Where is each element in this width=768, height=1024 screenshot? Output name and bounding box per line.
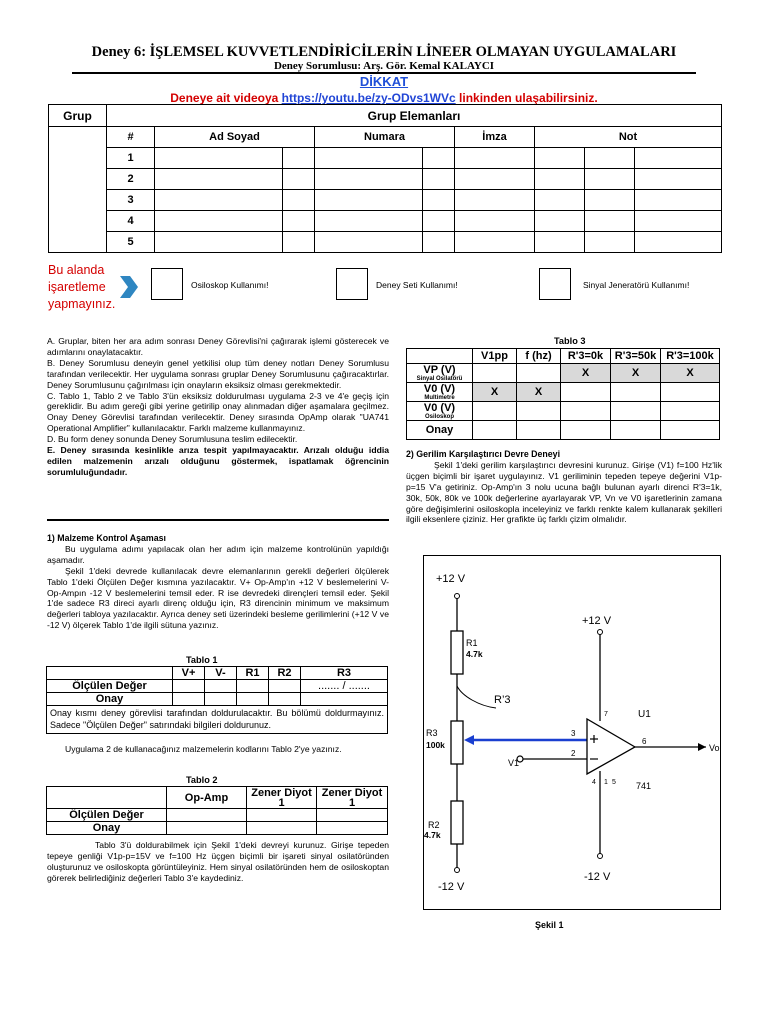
row-olculen: Ölçülen Değer: [47, 680, 173, 693]
members-header: Grup Elemanları: [107, 105, 722, 127]
cell[interactable]: [315, 232, 423, 253]
deney-seti-checkbox[interactable]: [336, 268, 368, 300]
cell[interactable]: [315, 211, 423, 232]
header-opamp: Op-Amp: [167, 787, 247, 809]
pin-label: 1: [604, 779, 608, 786]
cell[interactable]: [155, 190, 283, 211]
pin-label: 6: [642, 737, 647, 746]
no-mark-note: [48, 262, 115, 313]
section-1: [47, 533, 389, 631]
vee-terminal: [455, 868, 460, 873]
vo-label: Vo: [709, 743, 720, 753]
cell[interactable]: [661, 383, 720, 402]
col-no: #: [107, 127, 155, 148]
cell[interactable]: [205, 680, 237, 693]
u1-label: U1: [638, 709, 651, 720]
r3-prime-label: R’3: [494, 694, 511, 706]
cell[interactable]: [301, 693, 388, 706]
instruction-c: C. Tablo 1, Tablo 2 ve Tablo 3'ün eksiksiz doldurulması uygulama 2-3 ve 4'e geçiş için gereklidir. Bu adım gereği gibi yerine getirilip onay alınmadan diğer aşamalara geçilmez. Onay Deney Görevlisi tarafından verilecektir. Deney sırasında OpAmp olarak "UA741 Operational Amplifier" kullanılacaktır. Farklı malzeme kullanmayınız.: [47, 390, 389, 434]
r2-resistor: [451, 801, 463, 844]
r3-value[interactable]: ....... / .......: [301, 680, 388, 693]
ic-label: 741: [636, 781, 652, 791]
col-numara: Numara: [315, 127, 455, 148]
row-number: 1: [107, 148, 155, 169]
cell[interactable]: [535, 232, 585, 253]
note-line: yapmayınız.: [48, 297, 116, 311]
header-r2: R2: [269, 667, 301, 680]
vee-terminal: [598, 854, 603, 859]
osiloskop-label: Osiloskop Kullanımı!: [191, 280, 269, 290]
r1-resistor: [451, 631, 463, 674]
tablo2-caption: Tablo 2: [186, 775, 218, 785]
cell: [47, 787, 167, 809]
tablo2-intro: Uygulama 2 de kullanacağınız malzemelerin kodlarını Tablo 2'ye yazınız.: [65, 744, 342, 754]
table-row: [49, 190, 722, 211]
row-olculen: Ölçülen Değer: [47, 809, 167, 822]
cell[interactable]: [585, 169, 635, 190]
cell[interactable]: [661, 421, 720, 440]
pin-label: 2: [571, 749, 576, 758]
x-mark: X: [661, 364, 720, 383]
x-mark: X: [517, 383, 561, 402]
cell[interactable]: [173, 693, 205, 706]
row-onay: Onay: [47, 693, 173, 706]
cell[interactable]: [517, 402, 561, 421]
row-number: 5: [107, 232, 155, 253]
cell[interactable]: [315, 190, 423, 211]
grup-cell[interactable]: [49, 127, 107, 253]
cell[interactable]: [455, 232, 535, 253]
section-2-heading: 2) Gerilim Karşılaştırıcı Devre Deneyi: [406, 449, 561, 459]
vcc-label: +12 V: [436, 573, 466, 585]
tablo-3: [406, 348, 720, 440]
cell[interactable]: [535, 190, 585, 211]
cell[interactable]: [283, 190, 315, 211]
x-mark: X: [561, 364, 611, 383]
cell[interactable]: [611, 383, 661, 402]
cell[interactable]: [561, 402, 611, 421]
sinyal-jeneratoru-checkbox[interactable]: [539, 268, 571, 300]
instruction-b: B. Deney Sorumlusu deneyin genel yetkilisi olup tüm deney notları Deney Sorumlusu tarafından verilecektir. Her uygulama sonrası gruplar Deney Sorumlusunu çağıracaktırlar. Deney Sorumlusunu çağırılması için onayların eksiksiz olması gerekmektedir.: [47, 357, 389, 390]
header-r3-100k: R'3=100k: [661, 349, 720, 364]
cell[interactable]: [473, 402, 517, 421]
row-sub: Multimetre: [424, 395, 455, 401]
section-2-text: Şekil 1'deki gerilim karşılaştırıcı devresini kurunuz. Girişe (V1) f=100 Hz'lik üçgen biçimli bir işaret uygulayınız. V1 geriliminin tepeden tepeye değerini V1p-p=15 V'a getiriniz. Op-Amp'ın 3 nolu ucuna bağlı bulunan ayarlı direnci R'3=1k, 30k, 50k, 80k ve 100k değerlerine ayarlayarak VP, Vn ve V0 işaretlerinin zamana göre değişimlerini osiloskopla inceleyiniz ve farklı renkte kalem kullanarak şekilleri ilgili eksenlere çiziniz. Her grafikte üç farklı çizim olmalıdır.: [406, 459, 722, 525]
cell[interactable]: [423, 148, 455, 169]
header-r3-50k: R'3=50k: [611, 349, 661, 364]
header-vminus: V-: [205, 667, 237, 680]
circuit-diagram: [424, 556, 720, 909]
cell[interactable]: [423, 190, 455, 211]
note-line: işaretleme: [48, 280, 106, 294]
cell[interactable]: [635, 169, 722, 190]
divider: [47, 519, 389, 521]
vee-label: -12 V: [438, 881, 465, 893]
cell[interactable]: [455, 169, 535, 190]
pin-label: 4: [592, 779, 596, 786]
section-1-heading: 1) Malzeme Kontrol Aşaması: [47, 533, 166, 543]
opamp-symbol: [587, 719, 635, 774]
r2-label: R2: [428, 820, 440, 830]
cell[interactable]: [173, 680, 205, 693]
cell[interactable]: [167, 822, 247, 835]
r3-label: R3: [426, 728, 438, 738]
section-1-p2: Şekil 1'deki devrede kullanılacak devre elemanlarının gerekli değerleri ölçülerek Tablo 1'deki Ölçülen Değer kısmına yazılacaktır. V+ Op-Amp'ın +12 V beslemelerini V- Op-Ampın -12 V beslemelerini temsil eder. R ise devredeki dirençleri temsil eder. Şekil 1'de sadece R3 direci ayarlı direnç olduğu için, R3 direncinin minimum ve maksimum değerleri tabloya yazılacaktır. Ayrıca deney seti üzerindeki besleme gerilimlerini (+12 V ve -12 V) ölçerek Tablo 1'de ilgili sütuna yazınız.: [47, 565, 389, 631]
cell[interactable]: [283, 169, 315, 190]
cell: [407, 349, 473, 364]
cell[interactable]: [155, 169, 283, 190]
r1-label: R1: [466, 638, 478, 648]
vee-label: -12 V: [584, 871, 611, 883]
header-vplus: V+: [173, 667, 205, 680]
r3-value: 100k: [426, 740, 445, 750]
header-r1: R1: [237, 667, 269, 680]
grup-header: Grup: [49, 105, 107, 127]
row-v0-osiloskop: [407, 402, 473, 421]
table-row: [49, 211, 722, 232]
vcc-label: +12 V: [582, 615, 612, 627]
table-row: [49, 232, 722, 253]
vcc-terminal: [598, 630, 603, 635]
cell[interactable]: [585, 148, 635, 169]
vcc-terminal: [455, 594, 460, 599]
cell[interactable]: [247, 809, 317, 822]
page-title: Deney 6: İŞLEMSEL KUVVETLENDİRİCİLERİN LİNEER OLMAYAN UYGULAMALARI: [91, 44, 677, 60]
table-row: [49, 148, 722, 169]
row-v0-multimetre: [407, 383, 473, 402]
instruction-a: A. Gruplar, biten her ara adım sonrası Deney Görevlisi'ni çağırarak işlemi gösterecek ve adımlarını onaylatacaktır.: [47, 336, 389, 357]
note-line: Bu alanda: [48, 263, 105, 277]
video-prefix: Deneye ait videoya: [170, 91, 282, 105]
video-suffix: linkinden ulaşabilirsiniz.: [455, 91, 598, 105]
figure-caption: Şekil 1: [535, 920, 564, 930]
cell[interactable]: [455, 211, 535, 232]
tablo1-caption: Tablo 1: [186, 655, 218, 665]
page-subtitle: Deney Sorumlusu: Arş. Gör. Kemal KALAYCI: [273, 60, 495, 72]
pin-label: 3: [571, 729, 576, 738]
instruction-e: E. Deney sırasında kesinlikle arıza tespit yapılmayacaktır. Arızalı olduğu iddia edilen malzemenin arızalı olduğunu göstermek, ispatlamak öğrencinin sorumluluğundadır.: [47, 445, 389, 477]
cell[interactable]: [269, 693, 301, 706]
sinyal-jeneratoru-label: Sinyal Jeneratörü Kullanımı!: [583, 280, 690, 290]
col-imza: İmza: [455, 127, 535, 148]
header-zener2: Zener Diyot 1: [317, 787, 388, 809]
cell[interactable]: [283, 148, 315, 169]
chevron-right-icon: [118, 274, 140, 300]
row-onay: Onay: [407, 421, 473, 440]
x-mark: X: [473, 383, 517, 402]
cell[interactable]: [269, 680, 301, 693]
row-label: V0 (V): [423, 383, 456, 395]
cell[interactable]: [585, 232, 635, 253]
row-sub: Sinyal Osilatörü: [416, 376, 463, 382]
cell[interactable]: [155, 211, 283, 232]
row-onay: Onay: [47, 822, 167, 835]
cell[interactable]: [535, 148, 585, 169]
r3-potentiometer: [451, 721, 463, 764]
section-2: [406, 449, 722, 525]
cell[interactable]: [205, 693, 237, 706]
video-link[interactable]: https://youtu.be/zy-ODvs1WVc: [281, 91, 456, 105]
v1-label: V1: [508, 758, 520, 768]
cell[interactable]: [315, 148, 423, 169]
osiloskop-checkbox[interactable]: [151, 268, 183, 300]
vo-terminal: [698, 743, 706, 751]
cell[interactable]: [315, 169, 423, 190]
row-sub: Osiloskop: [424, 414, 454, 420]
pin-label: 7: [604, 711, 608, 718]
cell[interactable]: [423, 232, 455, 253]
header-r3: R3: [301, 667, 388, 680]
header-r3-0k: R'3=0k: [561, 349, 611, 364]
cell[interactable]: [611, 421, 661, 440]
cell[interactable]: [517, 364, 561, 383]
col-not: Not: [535, 127, 722, 148]
cell[interactable]: [317, 809, 388, 822]
cell[interactable]: [535, 169, 585, 190]
r1-value: 4.7k: [466, 649, 483, 659]
cell[interactable]: [237, 693, 269, 706]
header-f: f (hz): [517, 349, 561, 364]
row-number: 2: [107, 169, 155, 190]
cell[interactable]: [237, 680, 269, 693]
cell[interactable]: [283, 211, 315, 232]
cell[interactable]: [585, 211, 635, 232]
section-1-p1: Bu uygulama adımı yapılacak olan her adım için malzeme kontrolünün yapıldığı aşamadır.: [47, 543, 389, 565]
cell[interactable]: [611, 402, 661, 421]
tablo-2: [46, 786, 388, 835]
cell[interactable]: [155, 232, 283, 253]
cell[interactable]: [561, 383, 611, 402]
cell[interactable]: [317, 822, 388, 835]
cell[interactable]: [167, 809, 247, 822]
pin-label: 5: [612, 779, 616, 786]
tablo1-note: Onay kısmı deney görevlisi tarafından doldurulacaktır. Bu bölümü doldurmayınız. Sadece "Ölçülen Değer" satırındaki bilgileri doldurunuz.: [47, 706, 388, 734]
table-row: [49, 169, 722, 190]
header-zener1: Zener Diyot 1: [247, 787, 317, 809]
header-v1pp: V1pp: [473, 349, 517, 364]
tablo-1: [46, 666, 388, 734]
cell[interactable]: [635, 211, 722, 232]
group-table: [48, 104, 722, 253]
cell[interactable]: [247, 822, 317, 835]
cell[interactable]: [535, 211, 585, 232]
row-label: V0 (V): [423, 402, 456, 414]
cell: [47, 667, 173, 680]
video-notice: [0, 91, 768, 105]
dikkat-heading: DİKKAT: [359, 74, 409, 89]
deney-seti-label: Deney Seti Kullanımı!: [376, 280, 458, 290]
r2-value: 4.7k: [424, 830, 441, 840]
cell[interactable]: [635, 148, 722, 169]
instruction-d: D. Bu form deney sonunda Deney Sorumlusuna teslim edilecektir.: [47, 434, 298, 445]
cell[interactable]: [283, 232, 315, 253]
cell[interactable]: [473, 364, 517, 383]
cell[interactable]: [561, 421, 611, 440]
cell[interactable]: [155, 148, 283, 169]
tablo3-intro: Tablo 3'ü doldurabilmek için Şekil 1'deki devreyi kurunuz. Girişe tepeden tepeye genliği V1p-p=15V ve f=100 Hz üçgen biçimli bir işareti sinyal osilatöründen oluşturunuz ve osiloskopta görüntüleyiniz. Hem sinyal osilatöründen hem de osiloskoptan görerek belirlediğiniz değerleri Tablo 3'e kaydediniz.: [47, 840, 389, 883]
cell[interactable]: [473, 421, 517, 440]
wiper-arrow-icon: [464, 735, 474, 745]
cell[interactable]: [661, 402, 720, 421]
instructions: [47, 336, 389, 478]
x-mark: X: [611, 364, 661, 383]
row-number: 4: [107, 211, 155, 232]
cell[interactable]: [635, 232, 722, 253]
tablo3-caption: Tablo 3: [554, 336, 586, 346]
row-label: VP (V): [423, 364, 456, 376]
cell[interactable]: [423, 211, 455, 232]
row-number: 3: [107, 190, 155, 211]
col-ad-soyad: Ad Soyad: [155, 127, 315, 148]
row-vp: [407, 364, 473, 383]
cell[interactable]: [635, 190, 722, 211]
cell[interactable]: [517, 421, 561, 440]
circuit-figure: [423, 555, 721, 910]
cell[interactable]: [455, 190, 535, 211]
cell[interactable]: [585, 190, 635, 211]
cell[interactable]: [423, 169, 455, 190]
cell[interactable]: [455, 148, 535, 169]
